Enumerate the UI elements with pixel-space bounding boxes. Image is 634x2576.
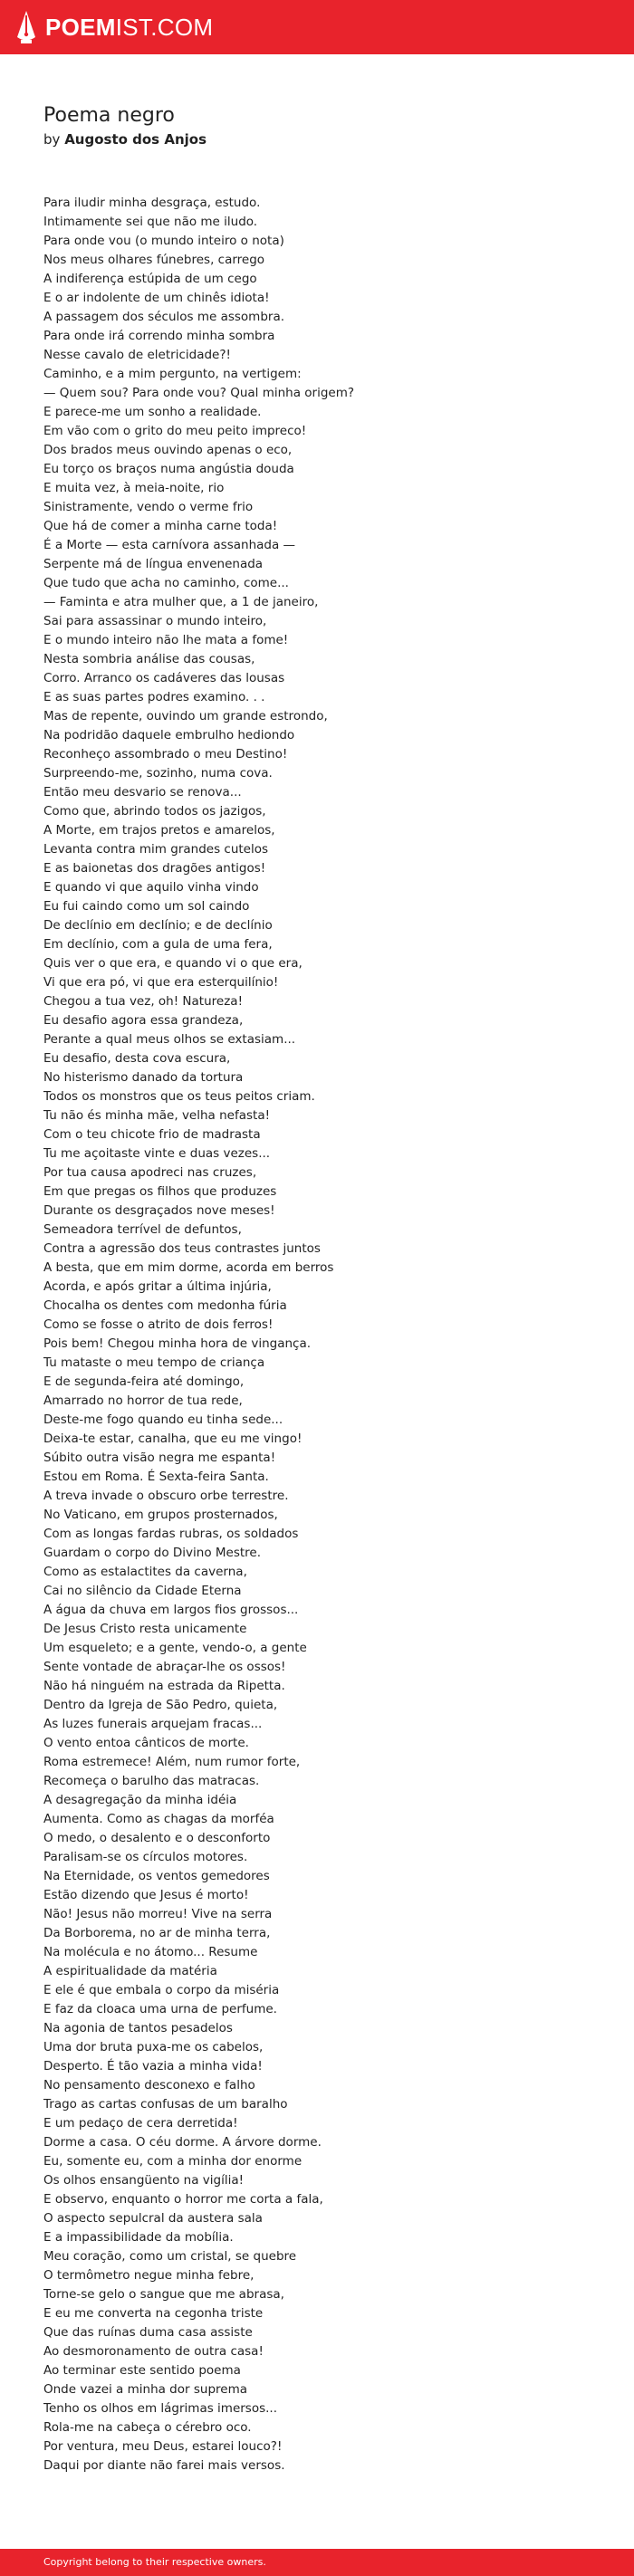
logo-text-bold: POEM bbox=[45, 13, 116, 41]
poem-line: Cai no silêncio da Cidade Eterna bbox=[43, 1584, 242, 1598]
poem-line: O aspecto sepulcral da austera sala bbox=[43, 2211, 263, 2226]
poem-line: Eu desafio, desta cova escura, bbox=[43, 1051, 231, 1066]
poem-line: Eu fui caindo como um sol caindo bbox=[43, 899, 250, 914]
poem-line: E o ar indolente de um chinês idiota! bbox=[43, 291, 270, 305]
poem-line: No Vaticano, em grupos prosternados, bbox=[43, 1508, 278, 1522]
poem-line: Uma dor bruta puxa-me os cabelos, bbox=[43, 2040, 264, 2054]
poem-line: No pensamento desconexo e falho bbox=[43, 2078, 255, 2092]
poem-line: No histerismo danado da tortura bbox=[43, 1070, 244, 1085]
poem-line: Semeadora terrível de defuntos, bbox=[43, 1222, 242, 1237]
poem-line: Tu me açoitaste vinte e duas vezes... bbox=[43, 1146, 271, 1161]
poem-line: Para onde vou (o mundo inteiro o nota) bbox=[43, 234, 284, 248]
poem-content bbox=[43, 103, 605, 2475]
poem-line: É a Morte — esta carnívora assanhada — bbox=[43, 538, 296, 552]
poem-line: Aumenta. Como as chagas da morféa bbox=[43, 1812, 274, 1826]
poem-line: Não! Jesus não morreu! Vive na serra bbox=[43, 1907, 273, 1921]
poem-line: Todos os monstros que os teus peitos criam. bbox=[43, 1089, 315, 1104]
poem-line: Perante a qual meus olhos se extasiam... bbox=[43, 1032, 296, 1047]
poem-line: Roma estremece! Além, num rumor forte, bbox=[43, 1755, 301, 1769]
poem-line: Mas de repente, ouvindo um grande estrondo, bbox=[43, 709, 328, 723]
poem-line: Em que pregas os filhos que produzes bbox=[43, 1184, 277, 1199]
poem-line: Como que, abrindo todos os jazigos, bbox=[43, 804, 266, 819]
poem-line: Contra a agressão dos teus contrastes juntos bbox=[43, 1241, 321, 1256]
poem-line: Dorme a casa. O céu dorme. A árvore dorme. bbox=[43, 2135, 322, 2150]
poem-line: Eu desafio agora essa grandeza, bbox=[43, 1013, 244, 1028]
poem-line: Sente vontade de abraçar-lhe os ossos! bbox=[43, 1660, 286, 1674]
poem-line: A desagregação da minha idéia bbox=[43, 1793, 237, 1807]
poem-byline bbox=[43, 130, 605, 148]
poem-line: Corro. Arranco os cadáveres das lousas bbox=[43, 671, 285, 685]
poem-line: Vi que era pó, vi que era esterquilínio! bbox=[43, 975, 279, 990]
poem-line: Daqui por diante não farei mais versos. bbox=[43, 2458, 285, 2473]
poem-line: Na agonia de tantos pesadelos bbox=[43, 2021, 233, 2035]
poem-line: Estão dizendo que Jesus é morto! bbox=[43, 1888, 249, 1902]
poem-line: De Jesus Cristo resta unicamente bbox=[43, 1622, 247, 1636]
poem-line: Reconheço assombrado o meu Destino! bbox=[43, 747, 288, 761]
poem-line: Sinistramente, vendo o verme frio bbox=[43, 500, 254, 514]
copyright-text: Copyright belong to their respective owners. bbox=[43, 2556, 266, 2568]
poem-line: Com o teu chicote frio de madrasta bbox=[43, 1127, 261, 1142]
poem-line: Dentro da Igreja de São Pedro, quieta, bbox=[43, 1698, 278, 1712]
poem-line: Nesta sombria análise das cousas, bbox=[43, 652, 255, 666]
poem-line: E de segunda-feira até domingo, bbox=[43, 1374, 245, 1389]
poem-line: E eu me converta na cegonha triste bbox=[43, 2306, 264, 2321]
poem-line: Amarrado no horror de tua rede, bbox=[43, 1393, 243, 1408]
author-link[interactable]: Augosto dos Anjos bbox=[64, 131, 207, 148]
poem-line: Nesse cavalo de eletricidade?! bbox=[43, 348, 231, 362]
poem-line: Durante os desgraçados nove meses! bbox=[43, 1203, 275, 1218]
poem-line: E um pedaço de cera derretida! bbox=[43, 2116, 238, 2131]
poem-line: Torne-se gelo o sangue que me abrasa, bbox=[43, 2287, 284, 2302]
poem-line: A treva invade o obscuro orbe terrestre. bbox=[43, 1489, 289, 1503]
poem-line: Trago as cartas confusas de um baralho bbox=[43, 2097, 288, 2112]
poem-line: O medo, o desalento e o desconforto bbox=[43, 1831, 271, 1845]
poem-line: Levanta contra mim grandes cutelos bbox=[43, 842, 269, 857]
poem-line: Os olhos ensangüento na vigília! bbox=[43, 2173, 245, 2188]
poem-line: Eu, somente eu, com a minha dor enorme bbox=[43, 2154, 303, 2169]
by-label: by bbox=[43, 131, 61, 148]
poem-line: E as baionetas dos dragões antigos! bbox=[43, 861, 266, 876]
poem-title: Poema negro bbox=[43, 104, 175, 127]
poem-line: A besta, que em mim dorme, acorda em berros bbox=[43, 1260, 334, 1275]
poem-line: A indiferença estúpida de um cego bbox=[43, 272, 257, 286]
poem-line: Na Eternidade, os ventos gemedores bbox=[43, 1869, 270, 1883]
poem-line: Tenho os olhos em lágrimas imersos... bbox=[43, 2401, 278, 2416]
poem-line: Guardam o corpo do Divino Mestre. bbox=[43, 1546, 262, 1560]
poem-line: Pois bem! Chegou minha hora de vingança. bbox=[43, 1336, 312, 1351]
poem-line: Ao desmoronamento de outra casa! bbox=[43, 2344, 264, 2359]
poem-line: A água da chuva em largos fios grossos... bbox=[43, 1603, 299, 1617]
poem-line: O termômetro negue minha febre, bbox=[43, 2268, 255, 2283]
poem-line: E a impassibilidade da mobília. bbox=[43, 2230, 234, 2245]
poem-line: E quando vi que aquilo vinha vindo bbox=[43, 880, 259, 895]
poem-line: Tu não és minha mãe, velha nefasta! bbox=[43, 1108, 271, 1123]
poem-line: — Faminta e atra mulher que, a 1 de janeiro, bbox=[43, 595, 319, 609]
poem-line: Quis ver o que era, e quando vi o que era, bbox=[43, 956, 303, 971]
poem-line: Meu coração, como um cristal, se quebre bbox=[43, 2249, 297, 2264]
poem-line: De declínio em declínio; e de declínio bbox=[43, 918, 273, 933]
poem-line: Tu mataste o meu tempo de criança bbox=[43, 1355, 265, 1370]
poem-line: A passagem dos séculos me assombra. bbox=[43, 310, 285, 324]
poem-line: E ele é que embala o corpo da miséria bbox=[43, 1983, 280, 1997]
poem-line: Em vão com o grito do meu peito impreco! bbox=[43, 424, 307, 438]
poem-line: Desperto. É tão vazia a minha vida! bbox=[43, 2059, 263, 2073]
quill-icon bbox=[16, 10, 36, 44]
poem-line: Surpreendo-me, sozinho, numa cova. bbox=[43, 766, 273, 780]
poem-body bbox=[43, 194, 605, 2475]
poem-line: E observo, enquanto o horror me corta a fala, bbox=[43, 2192, 323, 2207]
poem-line: Por tua causa apodreci nas cruzes, bbox=[43, 1165, 257, 1180]
poem-line: O vento entoa cânticos de morte. bbox=[43, 1736, 249, 1750]
poem-line: Como se fosse o atrito de dois ferros! bbox=[43, 1317, 274, 1332]
poem-line: Na podridão daquele embrulho hediondo bbox=[43, 728, 295, 742]
logo-text-light: IST.COM bbox=[115, 13, 214, 41]
poem-line: Serpente má de língua envenenada bbox=[43, 557, 264, 571]
poem-line: E faz da cloaca uma urna de perfume. bbox=[43, 2002, 277, 2016]
poem-line: Como as estalactites da caverna, bbox=[43, 1565, 247, 1579]
footer bbox=[0, 2549, 634, 2576]
poem-line: Paralisam-se os círculos motores. bbox=[43, 1850, 248, 1864]
poem-line: Acorda, e após gritar a última injúria, bbox=[43, 1279, 272, 1294]
poem-line: As luzes funerais arquejam fracas... bbox=[43, 1717, 263, 1731]
poem-line: Para iludir minha desgraça, estudo. bbox=[43, 196, 261, 210]
poem-line: A Morte, em trajos pretos e amarelos, bbox=[43, 823, 275, 838]
poem-line: Ao terminar este sentido poema bbox=[43, 2363, 241, 2378]
poem-line: Dos brados meus ouvindo apenas o eco, bbox=[43, 443, 293, 457]
poem-line: E parece-me um sonho a realidade. bbox=[43, 405, 262, 419]
poem-line: Um esqueleto; e a gente, vendo-o, a gente bbox=[43, 1641, 307, 1655]
poem-line: Intimamente sei que não me iludo. bbox=[43, 215, 258, 229]
poem-line: Que tudo que acha no caminho, come... bbox=[43, 576, 289, 590]
poem-line: — Quem sou? Para onde vou? Qual minha origem? bbox=[43, 386, 355, 400]
poem-line: E as suas partes podres examino. . . bbox=[43, 690, 265, 704]
poem-line: Eu torço os braços numa angústia douda bbox=[43, 462, 294, 476]
poem-line: Chocalha os dentes com medonha fúria bbox=[43, 1298, 287, 1313]
poem-line: Chegou a tua vez, oh! Natureza! bbox=[43, 994, 243, 1009]
poem-line: Estou em Roma. É Sexta-feira Santa. bbox=[43, 1470, 269, 1484]
poem-line: E muita vez, à meia-noite, rio bbox=[43, 481, 225, 495]
poem-line: Para onde irá correndo minha sombra bbox=[43, 329, 275, 343]
poem-line: Da Borborema, no ar de minha terra, bbox=[43, 1926, 271, 1940]
poem-line: Não há ninguém na estrada da Ripetta. bbox=[43, 1679, 285, 1693]
poem-line: Onde vazei a minha dor suprema bbox=[43, 2382, 247, 2397]
poem-line: Caminho, e a mim pergunto, na vertigem: bbox=[43, 367, 302, 381]
poem-line: Em declínio, com a gula de uma fera, bbox=[43, 937, 273, 952]
poem-line: Rola-me na cabeça o cérebro oco. bbox=[43, 2420, 252, 2435]
poem-line: Então meu desvario se renova... bbox=[43, 785, 242, 800]
poem-line: Que das ruínas duma casa assiste bbox=[43, 2325, 253, 2340]
poem-line: Súbito outra visão negra me espanta! bbox=[43, 1451, 276, 1465]
poem-line: Nos meus olhares fúnebres, carrego bbox=[43, 253, 265, 267]
site-logo[interactable] bbox=[16, 9, 213, 45]
poem-line: Por ventura, meu Deus, estarei louco?! bbox=[43, 2439, 283, 2454]
poem-line: Com as longas fardas rubras, os soldados bbox=[43, 1527, 299, 1541]
poem-line: Sai para assassinar o mundo inteiro, bbox=[43, 614, 267, 628]
poem-line: E o mundo inteiro não lhe mata a fome! bbox=[43, 633, 289, 647]
poem-line: Deste-me fogo quando eu tinha sede... bbox=[43, 1412, 283, 1427]
poem-line: A espiritualidade da matéria bbox=[43, 1964, 217, 1978]
logo-text bbox=[45, 14, 213, 42]
top-bar bbox=[0, 0, 634, 54]
poem-line: Na molécula e no átomo... Resume bbox=[43, 1945, 258, 1959]
poem-line: Deixa-te estar, canalha, que eu me vingo! bbox=[43, 1432, 303, 1446]
poem-line: Que há de comer a minha carne toda! bbox=[43, 519, 278, 533]
poem-line: Recomeça o barulho das matracas. bbox=[43, 1774, 260, 1788]
